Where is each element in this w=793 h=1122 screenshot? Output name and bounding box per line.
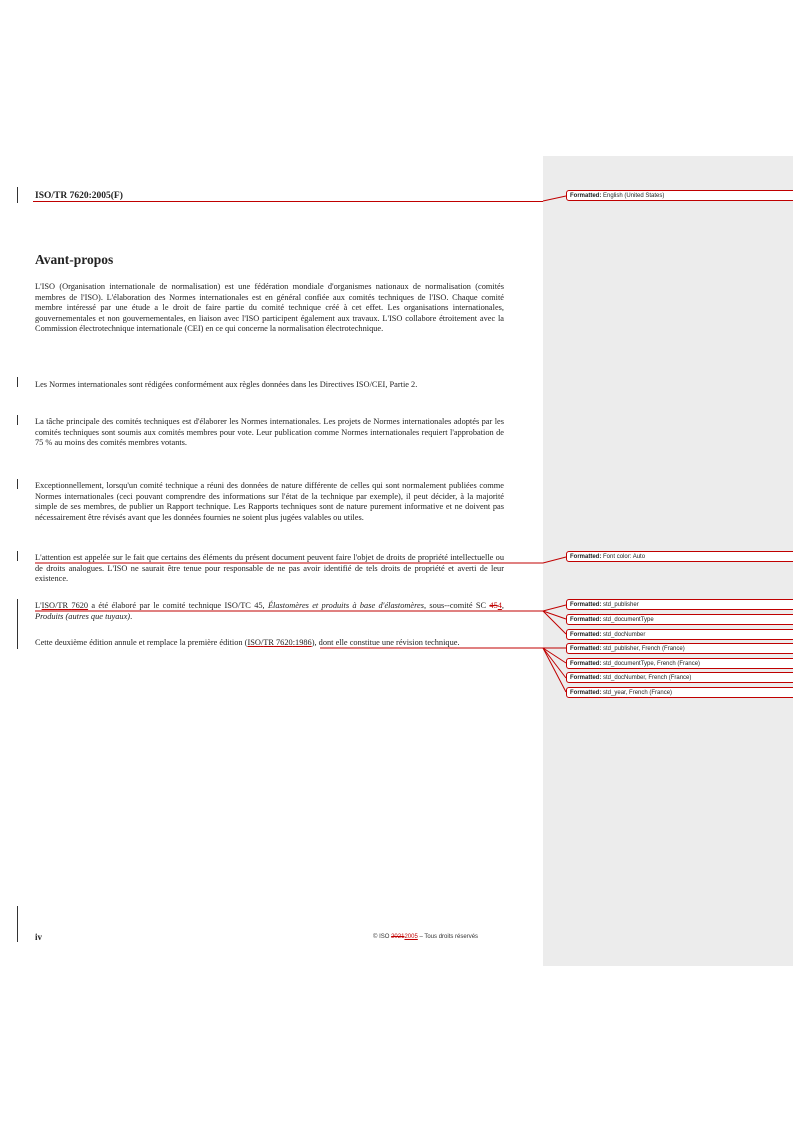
std-year: 1986 — [295, 638, 312, 647]
change-bar — [17, 187, 18, 203]
std-publisher: ISO — [41, 601, 56, 610]
text-run: © ISO — [373, 934, 392, 940]
change-bar — [17, 551, 18, 561]
subcommittee-title: Produits (autres que tuyaux) — [35, 611, 131, 621]
inserted-text: 2005 — [404, 934, 418, 940]
balloon-label: Formatted: — [570, 690, 602, 696]
comment-balloon[interactable] — [566, 190, 793, 201]
balloon-text: std_documentType, French (France) — [603, 661, 701, 667]
paragraph-exceptionally: Exceptionnellement, lorsqu'un comité technique a réuni des données de nature différente de celles qui sont normalement publiées comme Normes internationales (ceci pouvant comprendre des informations sur l'état de la technique par exemple), il peut décider, à la majorité simple de ses membres, de publier un Rapport technique. Les Rapports techniques sont de nature purement informative et ne doivent pas nécessairement être révisés avant que les données fournies ne soient plus jugées valables ou utiles. — [35, 481, 504, 522]
balloon-label: Formatted: — [570, 632, 602, 638]
text-run: Cette deuxième édition annule et remplace la première édition ( — [35, 638, 248, 647]
balloon-text: std_docNumber — [603, 632, 646, 638]
text-run: / — [55, 601, 58, 610]
text-run: a été élaboré par le comité technique ISO/TC 45, — [88, 601, 268, 610]
change-bar — [17, 599, 18, 649]
comment-balloon[interactable] — [566, 658, 793, 669]
inserted-text: 4 — [497, 601, 502, 610]
balloon-text: std_year, French (France) — [603, 690, 673, 696]
page-number: iv — [35, 932, 43, 942]
text-run: ), dont elle constitue une révision technique. — [311, 638, 460, 647]
balloon-text: std_documentType — [603, 617, 654, 623]
comment-balloon[interactable] — [566, 629, 793, 640]
balloon-text: std_publisher — [603, 602, 639, 608]
std-publisher: ISO — [247, 638, 261, 647]
text-run: – Tous droits réservés — [417, 934, 479, 940]
std-document-type: TR — [263, 638, 274, 647]
text-run: , sous- — [424, 601, 448, 610]
copyright-footer — [373, 934, 478, 940]
comment-balloon[interactable] — [566, 687, 793, 698]
text-run: . — [130, 611, 133, 621]
paragraph-main-task: La tâche principale des comités techniques est d'élaborer les Normes internationales. Les projets de Normes internationales adoptés par les comités techniques sont soumis aux comités membres pour vote. Leur publication comme Normes internationales requiert l'approbation de 75 % au moins des comités membres votants. — [35, 417, 504, 448]
change-bar — [17, 906, 18, 942]
balloon-text: English (United States) — [603, 193, 665, 199]
balloon-label: Formatted: — [570, 193, 602, 199]
page-title: Avant-propos — [35, 252, 114, 267]
text-run: -comité SC — [447, 601, 490, 610]
balloon-label: Formatted: — [570, 602, 602, 608]
comment-balloon[interactable] — [566, 643, 793, 654]
paragraph-edition — [35, 638, 504, 649]
header-revision-line — [33, 201, 543, 202]
change-bar — [17, 479, 18, 489]
paragraph-committee — [35, 601, 504, 622]
balloon-label: Formatted: — [570, 617, 602, 623]
balloon-label: Formatted: — [570, 646, 602, 652]
text-run: / — [260, 638, 264, 647]
deleted-text: 45 — [489, 601, 498, 610]
balloon-label: Formatted: — [570, 675, 602, 681]
text-run: , — [501, 601, 504, 610]
comment-balloon[interactable] — [566, 614, 793, 625]
comment-balloon[interactable] — [566, 551, 793, 562]
std-doc-number: 7620 — [71, 601, 89, 610]
std-doc-number: 7620 — [276, 638, 293, 647]
change-bar — [17, 415, 18, 425]
text-run: L' — [35, 601, 42, 610]
comment-balloon[interactable] — [566, 599, 793, 610]
paragraph-iso-intro: L'ISO (Organisation internationale de normalisation) est une fédération mondiale d'organismes nationaux de normalisation (comités membres de l'ISO). L'élaboration des Normes internationales est en général confiée aux comités techniques de l'ISO. Chaque comité membre intéressé par une étude a le droit de faire partie du comité technique créé à cet effet. Les organisations internationales, gouvernementales et non gouvernementales, en liaison avec l'ISO participent également aux travaux. L'ISO collabore étroitement avec la Commission électrotechnique internationale (CEI) en ce qui concerne la normalisation électrotechnique. — [35, 282, 504, 334]
deleted-text: 2021 — [391, 934, 405, 940]
committee-title: Élastomères et produits à base d'élastomères — [267, 601, 425, 610]
std-document-type: TR — [57, 601, 69, 610]
document-header: ISO/TR 7620:2005(F) — [35, 191, 123, 201]
text-run: : — [292, 638, 296, 647]
paragraph-directives: Les Normes internationales sont rédigées conformément aux règles données dans les Directives ISO/CEI, Partie 2. — [35, 380, 418, 389]
paragraph-patent-attention: L'attention est appelée sur le fait que certains des éléments du présent document peuvent faire l'objet de droits de propriété intellectuelle ou de droits analogues. L'ISO ne saurait être tenue pour responsable de ne pas avoir identifié de tels droits de propriété et averti de leur existence. — [35, 553, 504, 584]
balloon-label: Formatted: — [570, 554, 602, 560]
comment-balloon[interactable] — [566, 672, 793, 683]
balloon-text: Font color: Auto — [603, 554, 646, 560]
balloon-text: std_publisher, French (France) — [603, 646, 685, 652]
balloon-text: std_docNumber, French (France) — [603, 675, 692, 681]
change-bar — [17, 377, 18, 387]
balloon-label: Formatted: — [570, 661, 602, 667]
